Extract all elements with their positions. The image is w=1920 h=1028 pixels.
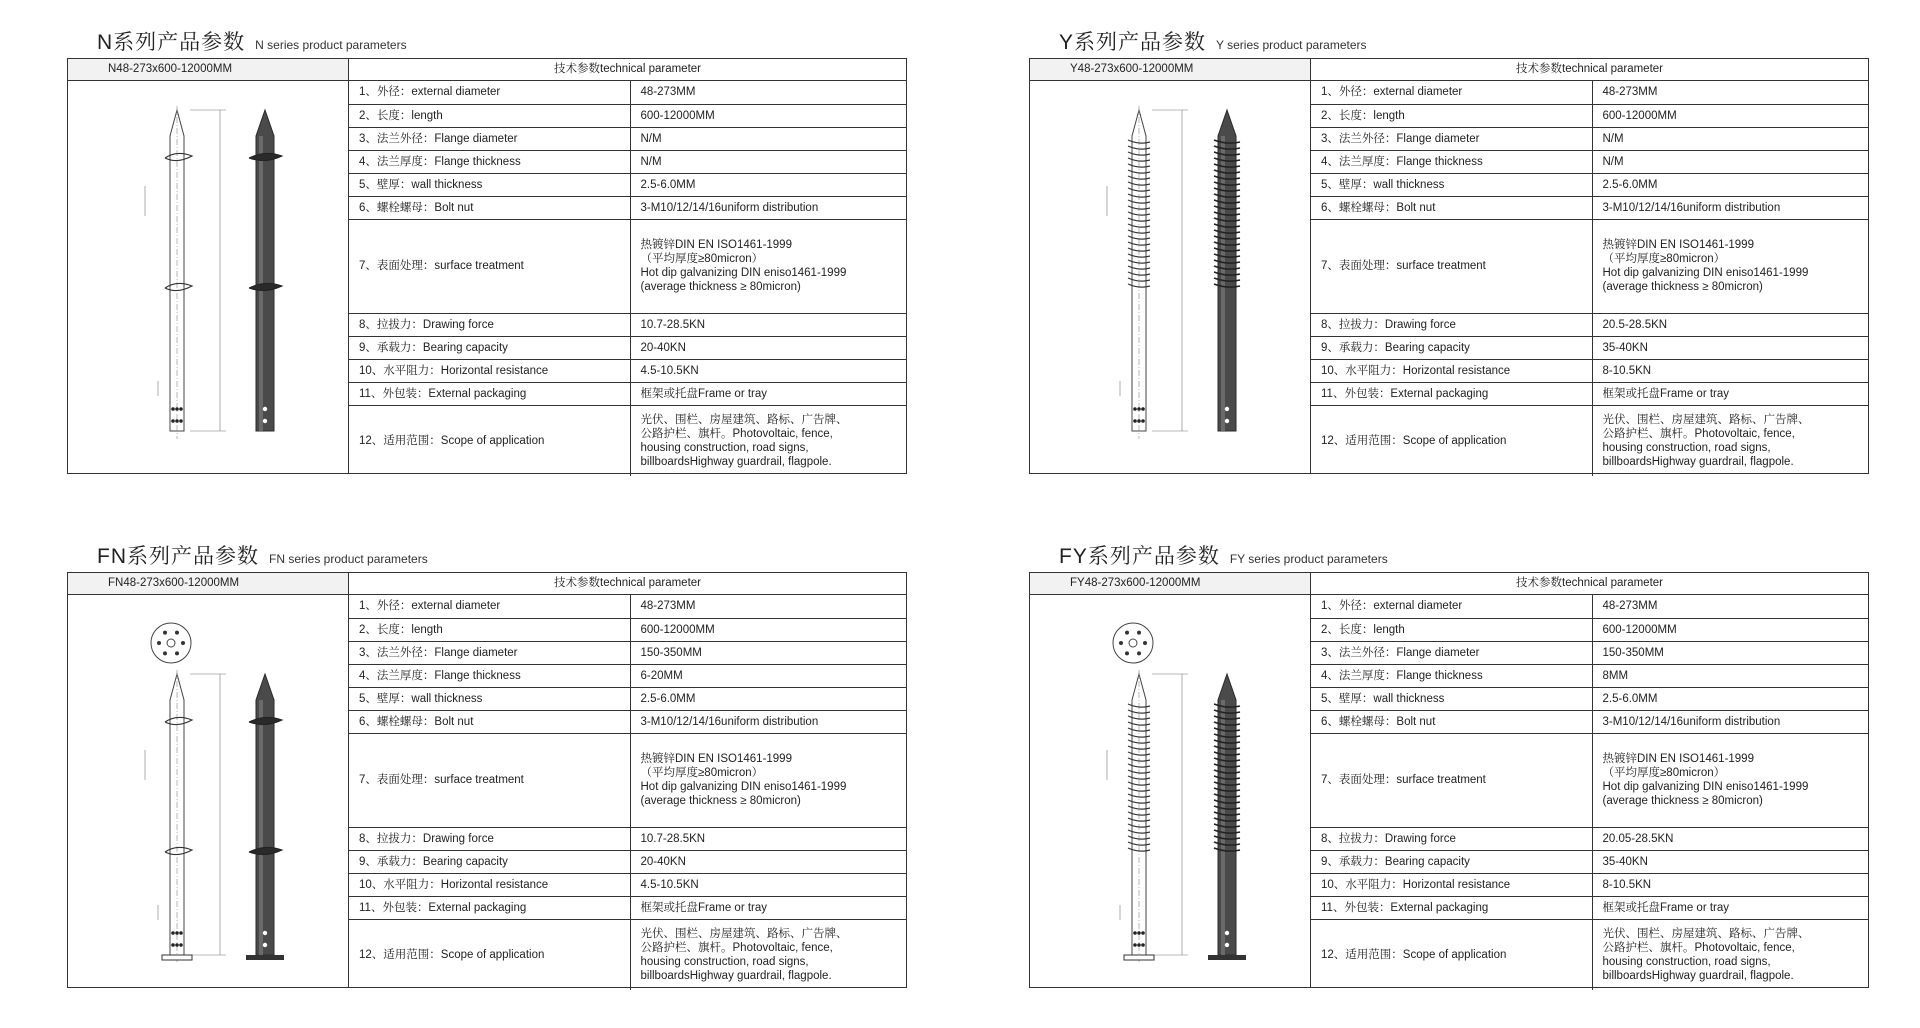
parameter-value-line: （平均厚度≥80micron） xyxy=(1602,767,1726,779)
parameter-value-line: billboardsHighway guardrail, flagpole. xyxy=(640,455,832,468)
parameter-value-line: 4.5-10.5KN xyxy=(640,878,699,891)
parameter-value-line: 35-40KN xyxy=(1602,341,1648,354)
parameter-row xyxy=(349,336,906,359)
parameter-row xyxy=(1311,618,1868,641)
parameter-row xyxy=(349,919,906,990)
parameter-value-line: 3-M10/12/14/16uniform distribution xyxy=(1602,201,1781,214)
parameter-label: 8、拉拔力：Drawing force xyxy=(1311,313,1592,336)
parameter-label: 2、长度：length xyxy=(349,104,630,127)
parameter-label: 6、螺栓螺母：Bolt nut xyxy=(349,710,630,733)
parameter-label: 9、承载力：Bearing capacity xyxy=(349,850,630,873)
pile-solid xyxy=(1208,674,1246,960)
parameter-value-line: (average thickness ≥ 80micron) xyxy=(640,281,801,293)
parameter-label: 6、螺栓螺母：Bolt nut xyxy=(349,196,630,219)
parameter-value-line: 热镀锌DIN EN ISO1461-1999 xyxy=(1602,239,1754,251)
parameter-label: 2、长度：length xyxy=(1311,104,1592,127)
drawing-column xyxy=(68,573,349,987)
parameter-label: 9、承载力：Bearing capacity xyxy=(1311,850,1592,873)
parameter-value-line: housing construction, road signs, xyxy=(1602,955,1771,968)
parameter-column xyxy=(1311,59,1868,473)
parameter-value xyxy=(630,196,906,219)
pile-drawing-svg xyxy=(68,595,347,987)
parameter-column xyxy=(1311,573,1868,987)
parameter-value-line: 8MM xyxy=(1602,669,1629,682)
parameter-value xyxy=(1592,710,1868,733)
parameter-row xyxy=(349,219,906,313)
parameter-value-line: 48-273MM xyxy=(1602,600,1658,613)
parameter-value xyxy=(630,313,906,336)
parameter-row xyxy=(1311,873,1868,896)
spec-sheet xyxy=(1029,572,1869,988)
parameter-label: 11、外包装：External packaging xyxy=(1311,382,1592,405)
parameter-label: 6、螺栓螺母：Bolt nut xyxy=(1311,710,1592,733)
parameter-value xyxy=(1592,664,1868,687)
pile-drawing-svg xyxy=(1030,595,1309,987)
parameter-value xyxy=(630,687,906,710)
pile-outline xyxy=(1107,106,1188,439)
parameter-value-line: 4.5-10.5KN xyxy=(640,364,699,377)
parameter-label: 9、承载力：Bearing capacity xyxy=(1311,336,1592,359)
pile-drawing-svg xyxy=(1030,81,1309,473)
parameter-row xyxy=(349,127,906,150)
parameter-row xyxy=(1311,733,1868,827)
parameter-value xyxy=(630,733,906,827)
parameter-value xyxy=(1592,336,1868,359)
parameter-value-line: （平均厚度≥80micron） xyxy=(640,253,764,265)
parameter-value-line: 600-12000MM xyxy=(640,109,715,122)
panel-title-en: Y series product parameters xyxy=(1216,38,1367,52)
parameter-row xyxy=(1311,196,1868,219)
parameter-label: 5、壁厚：wall thickness xyxy=(349,687,630,710)
parameter-value xyxy=(1592,127,1868,150)
parameter-value-line: 光伏、围栏、房屋建筑、路标、广告牌、 xyxy=(640,927,848,940)
parameter-label: 1、外径：external diameter xyxy=(349,595,630,618)
parameter-value-line: 6-20MM xyxy=(640,669,683,682)
panel-title-en: N series product parameters xyxy=(255,38,407,52)
parameter-value-line: 20-40KN xyxy=(640,341,686,354)
parameter-row xyxy=(349,405,906,476)
pile-solid xyxy=(1214,110,1240,431)
parameter-row xyxy=(349,382,906,405)
parameter-row xyxy=(349,850,906,873)
parameter-value xyxy=(630,81,906,104)
pile-solid xyxy=(246,674,284,960)
parameter-value-line: 35-40KN xyxy=(1602,855,1648,868)
parameter-label: 3、法兰外径：Flange diameter xyxy=(349,127,630,150)
parameter-value-line: N/M xyxy=(640,132,662,145)
parameter-value-line: 3-M10/12/14/16uniform distribution xyxy=(1602,715,1781,728)
parameter-label: 11、外包装：External packaging xyxy=(349,382,630,405)
parameter-value-line: 框架或托盘Frame or tray xyxy=(1602,387,1730,400)
parameter-value-line: (average thickness ≥ 80micron) xyxy=(640,795,801,807)
parameter-label: 7、表面处理：surface treatment xyxy=(349,733,630,827)
parameter-table xyxy=(349,595,906,990)
parameter-value-line: 框架或托盘Frame or tray xyxy=(640,387,768,400)
technical-parameter-header: 技术参数technical parameter xyxy=(349,573,906,595)
parameter-value xyxy=(630,827,906,850)
parameter-value-line: Hot dip galvanizing DIN eniso1461-1999 xyxy=(1602,267,1809,279)
parameter-row xyxy=(349,104,906,127)
parameter-value xyxy=(630,405,906,476)
parameter-value-line: 光伏、围栏、房屋建筑、路标、广告牌、 xyxy=(1602,413,1810,426)
parameter-value xyxy=(630,595,906,618)
parameter-row xyxy=(349,641,906,664)
parameter-row xyxy=(349,873,906,896)
panel-title-en: FN series product parameters xyxy=(269,552,428,566)
parameter-row xyxy=(1311,595,1868,618)
parameter-label: 11、外包装：External packaging xyxy=(1311,896,1592,919)
parameter-value-line: 光伏、围栏、房屋建筑、路标、广告牌、 xyxy=(1602,927,1810,940)
parameter-row xyxy=(1311,641,1868,664)
panel-title-zh: FY系列产品参数 xyxy=(1059,545,1220,568)
parameter-value-line: 10.7-28.5KN xyxy=(640,832,706,845)
parameter-value-line: 600-12000MM xyxy=(1602,109,1677,122)
parameter-row xyxy=(1311,664,1868,687)
parameter-table xyxy=(1311,595,1868,990)
parameter-row xyxy=(1311,104,1868,127)
parameter-value xyxy=(630,173,906,196)
parameter-label: 1、外径：external diameter xyxy=(1311,595,1592,618)
technical-parameter-header: 技术参数technical parameter xyxy=(1311,573,1868,595)
parameter-label: 7、表面处理：surface treatment xyxy=(1311,733,1592,827)
pile-solid xyxy=(249,110,282,431)
parameter-value xyxy=(1592,873,1868,896)
parameter-value xyxy=(1592,313,1868,336)
parameter-value xyxy=(630,336,906,359)
panel-title-zh: N系列产品参数 xyxy=(97,31,246,54)
parameter-table xyxy=(349,81,906,476)
parameter-label: 4、法兰厚度：Flange thickness xyxy=(1311,150,1592,173)
parameter-row xyxy=(1311,896,1868,919)
spec-sheet xyxy=(67,58,907,474)
parameter-value-line: housing construction, road signs, xyxy=(1602,441,1771,454)
parameter-value-line: N/M xyxy=(1602,155,1624,168)
parameter-value-line: (average thickness ≥ 80micron) xyxy=(1602,795,1763,807)
parameter-value-line: 48-273MM xyxy=(640,86,696,99)
technical-drawing xyxy=(68,81,348,473)
parameter-value-line: 3-M10/12/14/16uniform distribution xyxy=(640,201,819,214)
parameter-label: 12、适用范围：Scope of application xyxy=(1311,919,1592,990)
parameter-row xyxy=(1311,359,1868,382)
parameter-label: 4、法兰厚度：Flange thickness xyxy=(349,664,630,687)
parameter-value xyxy=(630,873,906,896)
parameter-row xyxy=(349,896,906,919)
parameter-value xyxy=(1592,896,1868,919)
parameter-value-line: 热镀锌DIN EN ISO1461-1999 xyxy=(640,239,792,251)
parameter-row xyxy=(349,359,906,382)
parameter-value xyxy=(1592,641,1868,664)
pile-drawing-svg xyxy=(68,81,347,473)
parameter-row xyxy=(1311,405,1868,476)
parameter-value xyxy=(630,219,906,313)
parameter-value-line: billboardsHighway guardrail, flagpole. xyxy=(640,969,832,982)
parameter-label: 5、壁厚：wall thickness xyxy=(349,173,630,196)
parameter-label: 2、长度：length xyxy=(349,618,630,641)
parameter-row xyxy=(349,664,906,687)
parameter-label: 3、法兰外径：Flange diameter xyxy=(349,641,630,664)
parameter-value-line: 600-12000MM xyxy=(1602,623,1677,636)
parameter-value-line: 公路护栏、旗杆。Photovoltaic, fence, xyxy=(1602,427,1795,440)
parameter-row xyxy=(1311,173,1868,196)
parameter-row xyxy=(1311,219,1868,313)
model-number: N48-273x600-12000MM xyxy=(68,59,348,81)
technical-drawing xyxy=(1030,81,1310,473)
parameter-value-line: 公路护栏、旗杆。Photovoltaic, fence, xyxy=(640,941,833,954)
parameter-value xyxy=(1592,81,1868,104)
parameter-value xyxy=(1592,687,1868,710)
parameter-value xyxy=(1592,173,1868,196)
parameter-value-line: 48-273MM xyxy=(1602,86,1658,99)
parameter-row xyxy=(349,827,906,850)
parameter-label: 11、外包装：External packaging xyxy=(349,896,630,919)
model-number: Y48-273x600-12000MM xyxy=(1030,59,1310,81)
parameter-label: 7、表面处理：surface treatment xyxy=(349,219,630,313)
parameter-value-line: 48-273MM xyxy=(640,600,696,613)
parameter-label: 7、表面处理：surface treatment xyxy=(1311,219,1592,313)
parameter-label: 1、外径：external diameter xyxy=(349,81,630,104)
parameter-label: 8、拉拔力：Drawing force xyxy=(349,313,630,336)
parameter-value xyxy=(630,359,906,382)
parameter-column xyxy=(349,573,906,987)
parameter-table xyxy=(1311,81,1868,476)
parameter-value-line: Hot dip galvanizing DIN eniso1461-1999 xyxy=(640,781,847,793)
parameter-label: 4、法兰厚度：Flange thickness xyxy=(349,150,630,173)
parameter-label: 12、适用范围：Scope of application xyxy=(349,405,630,476)
parameter-value xyxy=(630,618,906,641)
parameter-column xyxy=(349,59,906,473)
parameter-value-line: 公路护栏、旗杆。Photovoltaic, fence, xyxy=(640,427,833,440)
parameter-row xyxy=(1311,710,1868,733)
parameter-label: 2、长度：length xyxy=(1311,618,1592,641)
parameter-value xyxy=(630,104,906,127)
parameter-value-line: 8-10.5KN xyxy=(1602,364,1652,377)
parameter-row xyxy=(1311,127,1868,150)
parameter-row xyxy=(349,173,906,196)
parameter-label: 10、水平阻力：Horizontal resistance xyxy=(349,359,630,382)
parameter-value xyxy=(630,710,906,733)
spec-sheet xyxy=(67,572,907,988)
parameter-row xyxy=(1311,313,1868,336)
parameter-row xyxy=(349,687,906,710)
parameter-value xyxy=(1592,150,1868,173)
parameter-value-line: 2.5-6.0MM xyxy=(640,692,696,705)
parameter-label: 5、壁厚：wall thickness xyxy=(1311,687,1592,710)
parameter-row xyxy=(349,710,906,733)
parameter-value xyxy=(1592,104,1868,127)
parameter-value xyxy=(1592,196,1868,219)
parameter-value-line: N/M xyxy=(1602,132,1624,145)
parameter-value xyxy=(1592,405,1868,476)
parameter-value xyxy=(1592,219,1868,313)
parameter-value-line: 光伏、围栏、房屋建筑、路标、广告牌、 xyxy=(640,413,848,426)
parameter-row xyxy=(349,618,906,641)
parameter-value xyxy=(630,382,906,405)
panel-title-en: FY series product parameters xyxy=(1229,552,1388,566)
parameter-value-line: 2.5-6.0MM xyxy=(1602,692,1658,705)
parameter-value xyxy=(630,641,906,664)
parameter-value-line: 10.7-28.5KN xyxy=(640,318,706,331)
technical-drawing xyxy=(1030,595,1310,987)
drawing-column xyxy=(1030,59,1311,473)
parameter-label: 3、法兰外径：Flange diameter xyxy=(1311,127,1592,150)
parameter-row xyxy=(1311,336,1868,359)
parameter-row xyxy=(1311,81,1868,104)
parameter-value xyxy=(630,919,906,990)
parameter-value-line: N/M xyxy=(640,155,662,168)
parameter-value xyxy=(630,127,906,150)
parameter-value xyxy=(630,664,906,687)
parameter-row xyxy=(1311,687,1868,710)
parameter-row xyxy=(1311,150,1868,173)
parameter-row xyxy=(1311,850,1868,873)
parameter-label: 3、法兰外径：Flange diameter xyxy=(1311,641,1592,664)
parameter-row xyxy=(349,733,906,827)
parameter-value-line: 公路护栏、旗杆。Photovoltaic, fence, xyxy=(1602,941,1795,954)
model-number: FY48-273x600-12000MM xyxy=(1030,573,1310,595)
parameter-value-line: Hot dip galvanizing DIN eniso1461-1999 xyxy=(640,267,847,279)
parameter-value-line: 框架或托盘Frame or tray xyxy=(640,901,768,914)
parameter-row xyxy=(1311,382,1868,405)
parameter-value-line: billboardsHighway guardrail, flagpole. xyxy=(1602,455,1794,468)
parameter-label: 10、水平阻力：Horizontal resistance xyxy=(1311,359,1592,382)
spec-sheet xyxy=(1029,58,1869,474)
parameter-value-line: 600-12000MM xyxy=(640,623,715,636)
parameter-value xyxy=(1592,827,1868,850)
parameter-value-line: 框架或托盘Frame or tray xyxy=(1602,901,1730,914)
parameter-label: 5、壁厚：wall thickness xyxy=(1311,173,1592,196)
parameter-label: 10、水平阻力：Horizontal resistance xyxy=(349,873,630,896)
parameter-value xyxy=(630,150,906,173)
parameter-value-line: 热镀锌DIN EN ISO1461-1999 xyxy=(640,753,792,765)
drawing-column xyxy=(1030,573,1311,987)
pile-outline xyxy=(145,106,226,439)
technical-parameter-header: 技术参数technical parameter xyxy=(1311,59,1868,81)
parameter-row xyxy=(1311,919,1868,990)
parameter-row xyxy=(349,196,906,219)
model-number: FN48-273x600-12000MM xyxy=(68,573,348,595)
parameter-label: 8、拉拔力：Drawing force xyxy=(1311,827,1592,850)
parameter-value-line: (average thickness ≥ 80micron) xyxy=(1602,281,1763,293)
panel-title-zh: FN系列产品参数 xyxy=(97,545,259,568)
parameter-value xyxy=(1592,359,1868,382)
parameter-value xyxy=(630,850,906,873)
parameter-row xyxy=(349,150,906,173)
parameter-label: 4、法兰厚度：Flange thickness xyxy=(1311,664,1592,687)
parameter-value-line: 150-350MM xyxy=(640,646,702,659)
parameter-row xyxy=(349,595,906,618)
parameter-label: 8、拉拔力：Drawing force xyxy=(349,827,630,850)
parameter-value-line: 热镀锌DIN EN ISO1461-1999 xyxy=(1602,753,1754,765)
parameter-row xyxy=(349,313,906,336)
parameter-value-line: 20.05-28.5KN xyxy=(1602,832,1674,845)
parameter-value xyxy=(1592,733,1868,827)
parameter-value-line: 20-40KN xyxy=(640,855,686,868)
parameter-value xyxy=(1592,382,1868,405)
parameter-label: 9、承载力：Bearing capacity xyxy=(349,336,630,359)
parameter-value-line: Hot dip galvanizing DIN eniso1461-1999 xyxy=(1602,781,1809,793)
parameter-value-line: （平均厚度≥80micron） xyxy=(1602,253,1726,265)
parameter-value-line: 8-10.5KN xyxy=(1602,878,1652,891)
parameter-value xyxy=(1592,595,1868,618)
pile-outline xyxy=(145,623,226,963)
parameter-row xyxy=(1311,827,1868,850)
drawing-column xyxy=(68,59,349,473)
parameter-value xyxy=(630,896,906,919)
parameter-value xyxy=(1592,618,1868,641)
parameter-value-line: billboardsHighway guardrail, flagpole. xyxy=(1602,969,1794,982)
parameter-value-line: 2.5-6.0MM xyxy=(640,178,696,191)
parameter-label: 12、适用范围：Scope of application xyxy=(1311,405,1592,476)
parameter-value xyxy=(1592,919,1868,990)
parameter-label: 1、外径：external diameter xyxy=(1311,81,1592,104)
parameter-label: 12、适用范围：Scope of application xyxy=(349,919,630,990)
parameter-value-line: housing construction, road signs, xyxy=(640,955,809,968)
panel-title-zh: Y系列产品参数 xyxy=(1059,31,1207,54)
technical-drawing xyxy=(68,595,348,987)
parameter-value-line: 2.5-6.0MM xyxy=(1602,178,1658,191)
parameter-value xyxy=(1592,850,1868,873)
parameter-row xyxy=(349,81,906,104)
parameter-value-line: housing construction, road signs, xyxy=(640,441,809,454)
parameter-value-line: 3-M10/12/14/16uniform distribution xyxy=(640,715,819,728)
parameter-value-line: 150-350MM xyxy=(1602,646,1664,659)
parameter-value-line: 20.5-28.5KN xyxy=(1602,318,1668,331)
pile-outline xyxy=(1107,623,1188,963)
parameter-value-line: （平均厚度≥80micron） xyxy=(640,767,764,779)
parameter-label: 10、水平阻力：Horizontal resistance xyxy=(1311,873,1592,896)
parameter-label: 6、螺栓螺母：Bolt nut xyxy=(1311,196,1592,219)
technical-parameter-header: 技术参数technical parameter xyxy=(349,59,906,81)
